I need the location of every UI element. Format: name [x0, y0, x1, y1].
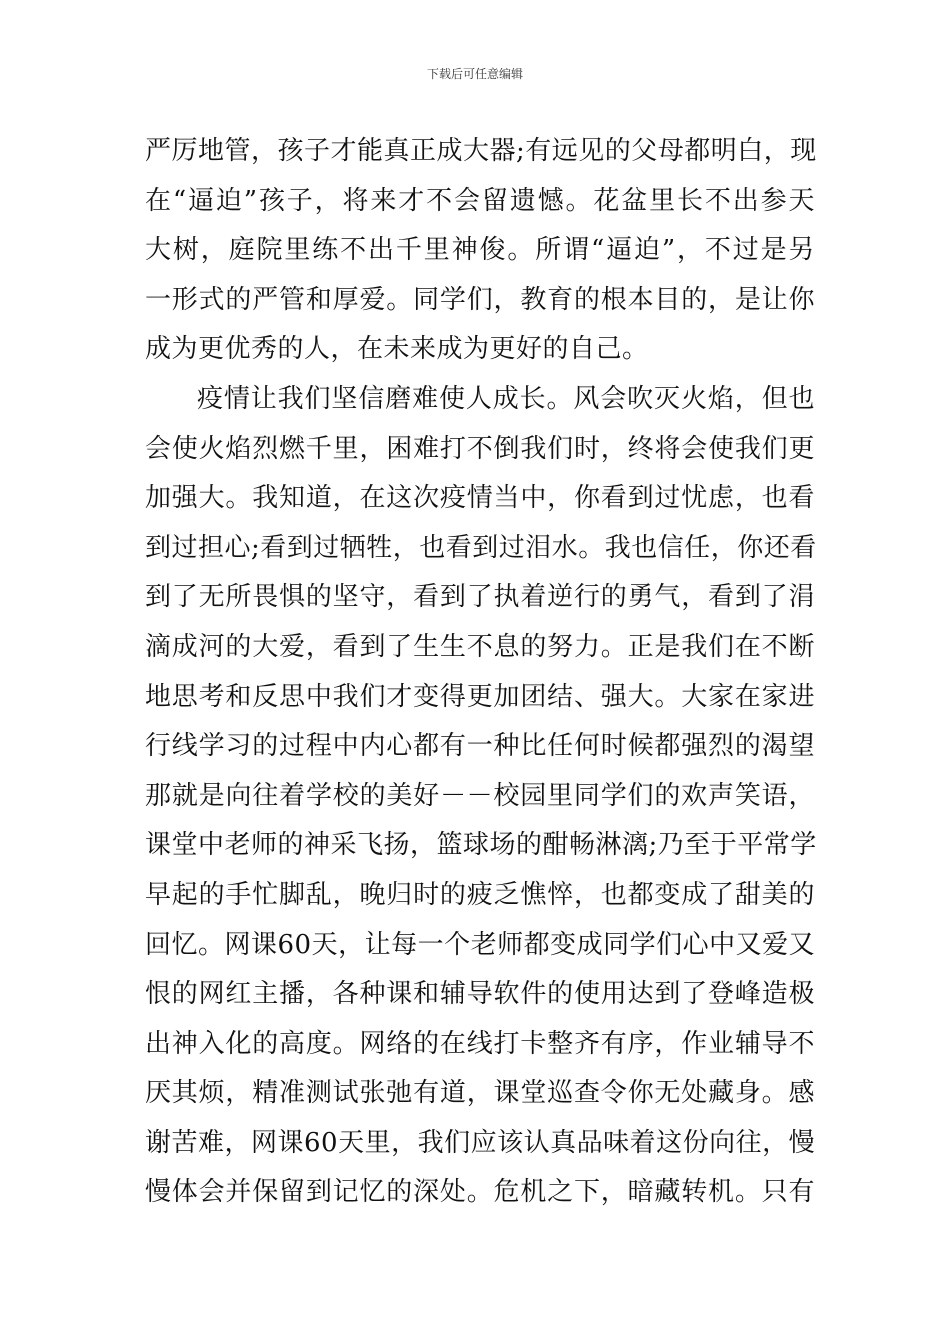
text-line: 成为更优秀的人，在未来成为更好的自己。	[145, 334, 649, 365]
text-line: 到了无所畏惧的坚守，看到了执着逆行的勇气，看到了涓	[145, 582, 815, 613]
text-line: 恨的网红主播，各种课和辅导软件的使用达到了登峰造极	[145, 979, 815, 1010]
page-header: 下载后可任意编辑	[426, 67, 523, 81]
text-line: 一形式的严管和厚爱。同学们，教育的根本目的，是让你	[145, 284, 815, 315]
text-line: 厌其烦，精准测试张弛有道，课堂巡查令你无处藏身。感	[145, 1078, 815, 1109]
text-line: 课堂中老师的神采飞扬，篮球场的酣畅淋漓;乃至于平常学	[145, 830, 817, 861]
text-line: 出神入化的高度。网络的在线打卡整齐有序，作业辅导不	[145, 1028, 815, 1059]
text-line: 到过担心;看到过牺牲，也看到过泪水。我也信任，你还看	[145, 532, 817, 563]
text-line: 加强大。我知道，在这次疫情当中，你看到过忧虑，也看	[145, 483, 815, 514]
document-body	[145, 127, 815, 1218]
text-line: 回忆。网课60天，让每一个老师都变成同学们心中又爱又	[145, 929, 816, 960]
text-line: 那就是向往着学校的美好－－校园里同学们的欢声笑语，	[145, 780, 815, 811]
text-line: 地思考和反思中我们才变得更加团结、强大。大家在家进	[145, 681, 815, 712]
text-line: 慢体会并保留到记忆的深处。危机之下，暗藏转机。只有	[145, 1177, 815, 1208]
text-line: 会使火焰烈燃千里，困难打不倒我们时，终将会使我们更	[145, 433, 815, 464]
text-line: 行线学习的过程中内心都有一种比任何时候都强烈的渴望	[145, 731, 815, 762]
text-line: 严厉地管，孩子才能真正成大器;有远见的父母都明白，现	[145, 136, 817, 166]
text-line: 大树，庭院里练不出千里神俊。所谓“逼迫”，不过是另	[145, 235, 815, 266]
text-line: 在“逼迫”孩子，将来才不会留遗憾。花盆里长不出参天	[145, 185, 815, 216]
text-line: 早起的手忙脚乱，晚归时的疲乏憔悴，也都变成了甜美的	[145, 879, 815, 910]
text-line: 疫情让我们坚信磨难使人成长。风会吹灭火焰，但也	[197, 383, 815, 414]
text-line: 谢苦难，网课60天里，我们应该认真品味着这份向往，慢	[145, 1127, 816, 1158]
text-line: 滴成河的大爱，看到了生生不息的努力。正是我们在不断	[145, 631, 815, 662]
